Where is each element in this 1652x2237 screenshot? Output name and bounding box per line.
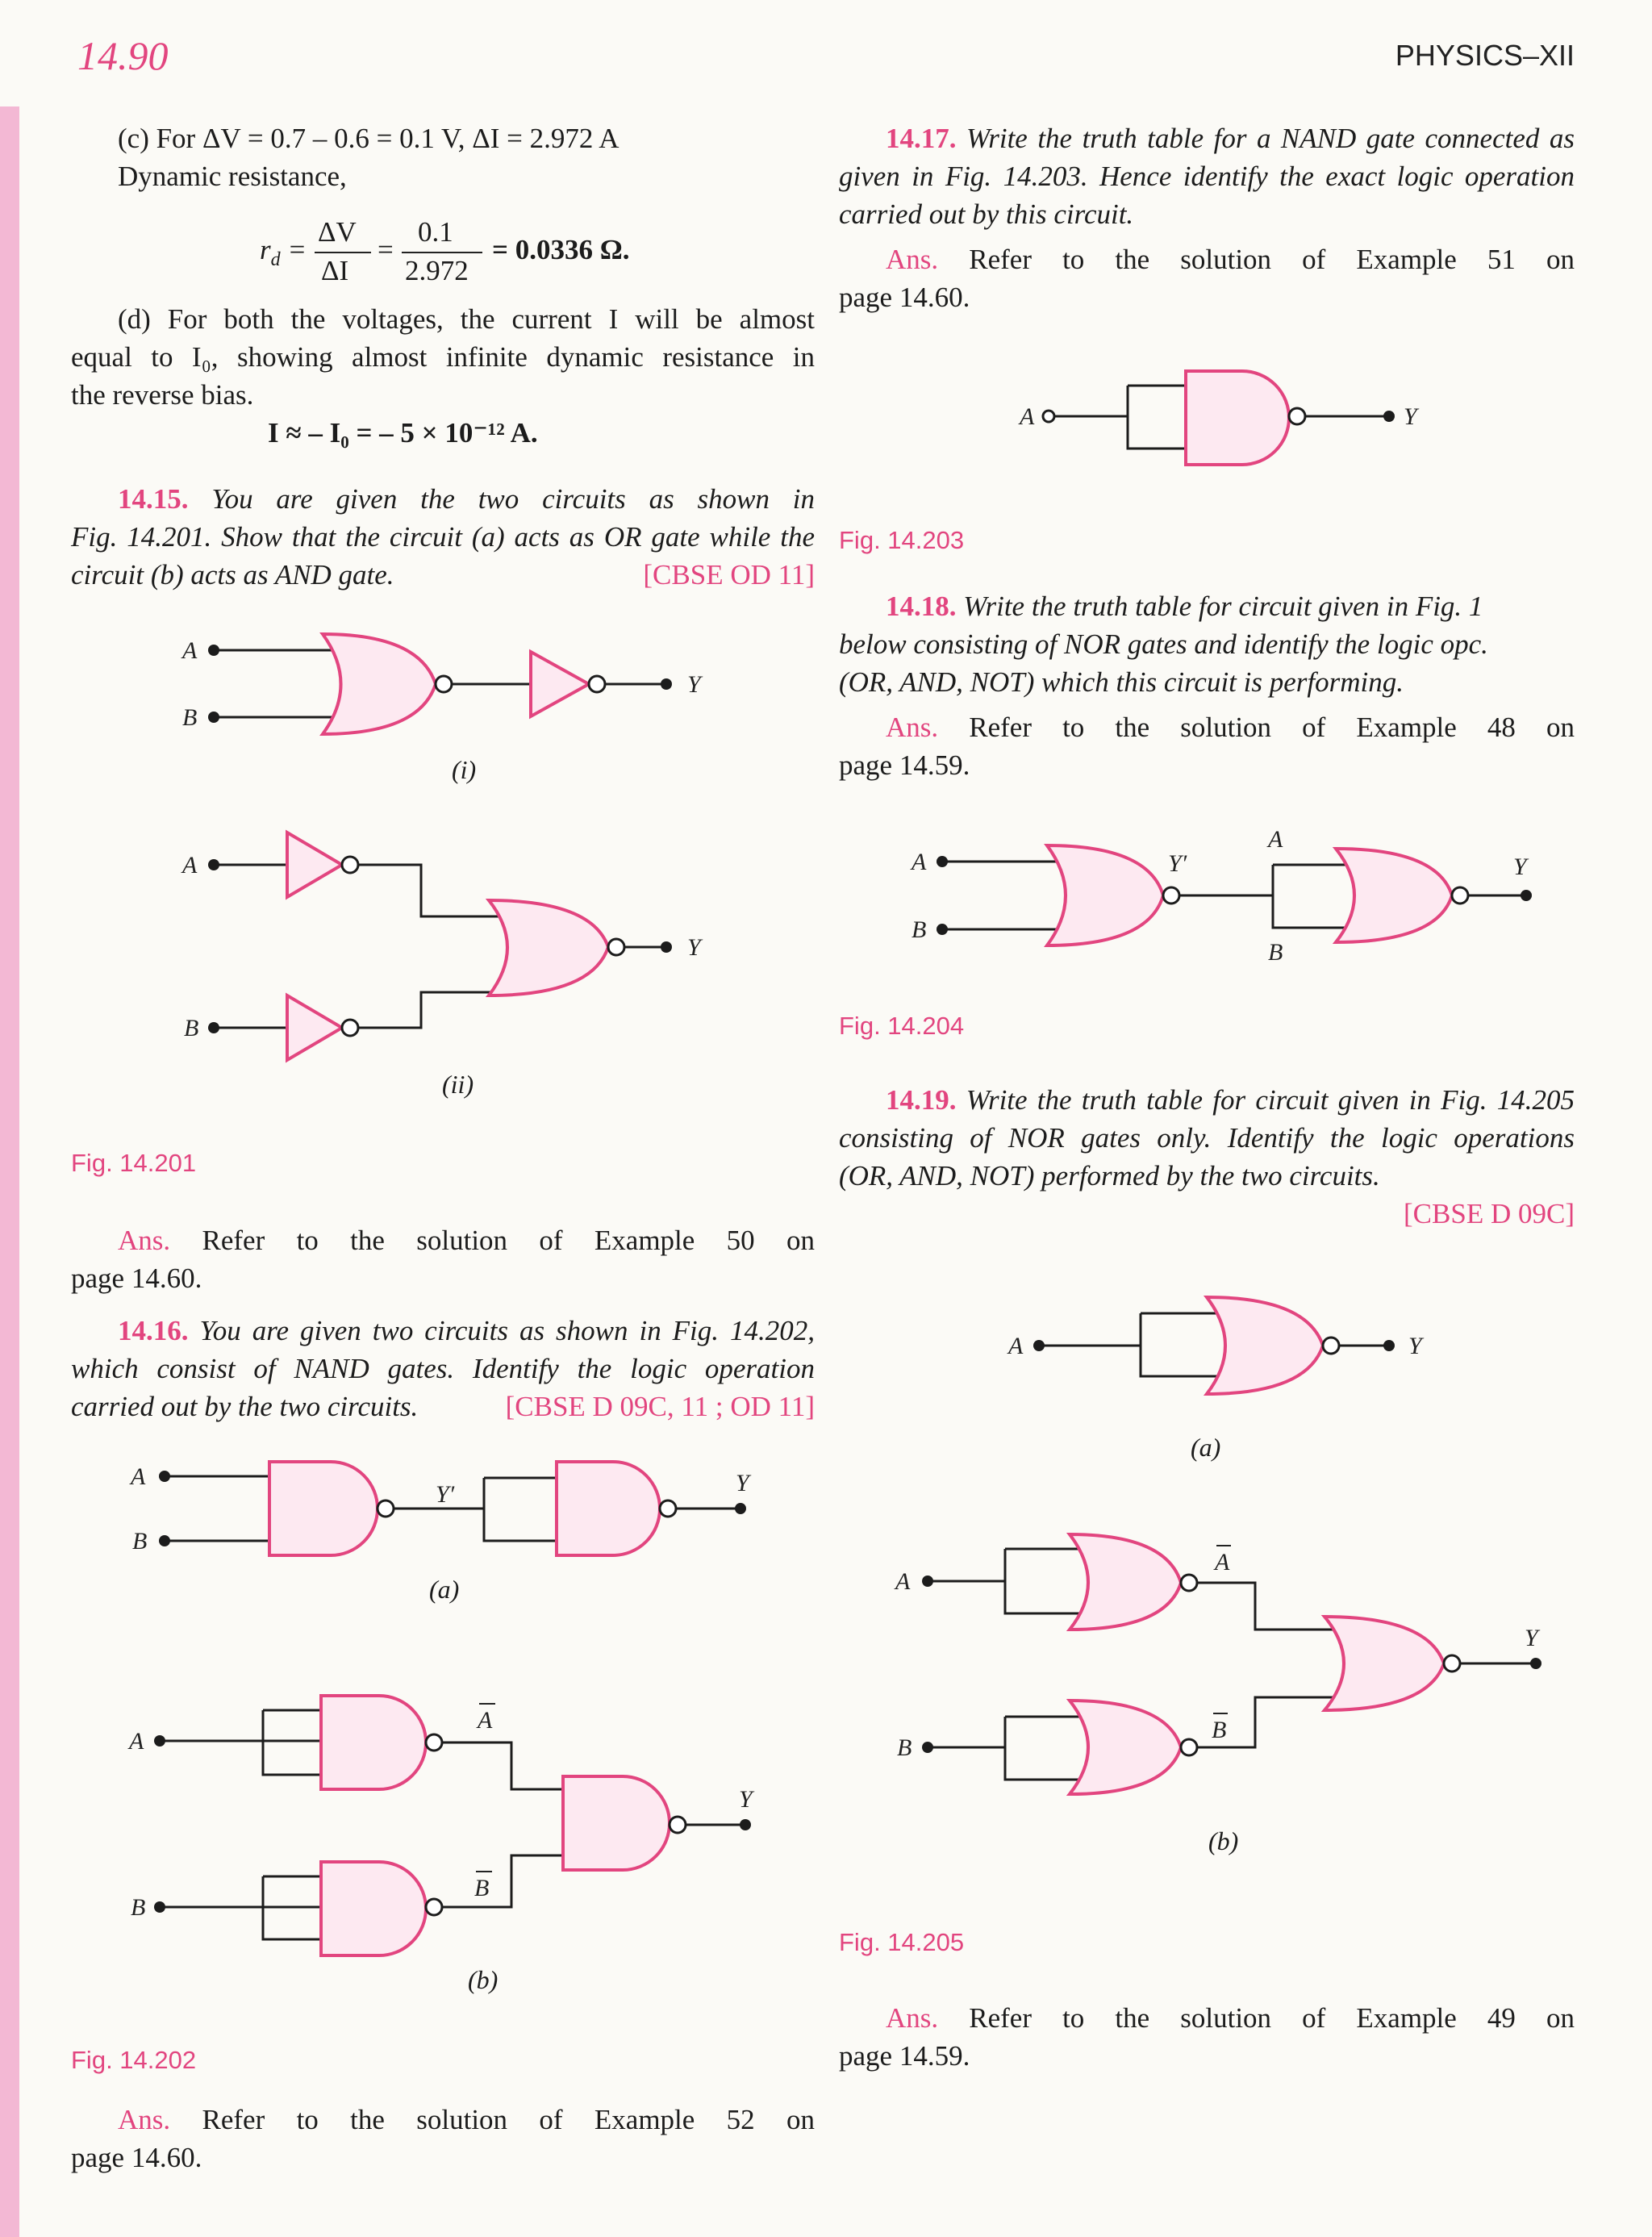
question-14-19 [839, 1081, 1575, 1233]
q15-line1: You are given the two circuits as shown in [211, 483, 815, 515]
q17-line1: Write the truth table for a NAND gate connected as [966, 123, 1575, 154]
label-Y: Y [687, 934, 701, 961]
label-A: A [131, 1463, 146, 1490]
nand-gate [563, 1776, 670, 1870]
q15-line2: Fig. 14.201. Show that the circuit (a) acts as OR gate while the [71, 521, 815, 553]
label-B: B [182, 704, 198, 731]
label-A: A [129, 1728, 144, 1755]
label-A: A [182, 852, 198, 879]
fig-202-label-a: (a) [429, 1575, 460, 1604]
q18-line2: below consisting of NOR gates and identify the logic opc. [839, 628, 1488, 660]
eq-lhs: r [260, 234, 271, 265]
q16-line2: which consist of NAND gates. Identify the logic operation [71, 1353, 815, 1384]
label-Y: Y [1513, 853, 1527, 880]
label-Bbar: B [1212, 1717, 1227, 1743]
label-Y: Y [736, 1470, 749, 1496]
answer-14-18 [839, 708, 1575, 784]
dynamic-resistance-label: Dynamic resistance, [118, 161, 347, 192]
label-A: A [1008, 1333, 1024, 1359]
fig-201-caption: Fig. 14.201 [71, 1149, 197, 1177]
q15-line3: circuit (b) acts as AND gate. [71, 559, 394, 591]
ans15-line1: Refer to the solution of Example 50 on [202, 1225, 816, 1256]
part-d [71, 300, 815, 452]
fig-202-label-b: (b) [468, 1965, 499, 1994]
eq-result: = 0.0336 Ω. [492, 234, 630, 265]
label-Bbar: B [474, 1875, 490, 1901]
nand-gate [321, 1696, 426, 1789]
running-head: PHYSICS–XII [1395, 39, 1575, 72]
label-Y: Y [1525, 1625, 1538, 1651]
fraction-bar-2 [402, 252, 482, 253]
page-number: 14.90 [77, 33, 169, 78]
fig-201-ii [181, 833, 703, 1060]
label-B: B [131, 1894, 146, 1921]
label-Abar: A [1215, 1549, 1230, 1575]
nand-gate [321, 1862, 426, 1955]
answer-14-16 [71, 2101, 815, 2176]
label-A: A [182, 637, 198, 664]
not-gate [531, 652, 589, 716]
nor-gate [1070, 1701, 1181, 1794]
label-A: A [895, 1568, 911, 1595]
q17-number: 14.17. [886, 123, 957, 154]
q16-line1: You are given two circuits as shown in Fig. 14.202, [199, 1315, 815, 1346]
q17-line3: carried out by this circuit. [839, 198, 1134, 230]
label-B: B [912, 916, 927, 943]
eq-equals: = [378, 234, 394, 265]
fig-205-caption: Fig. 14.205 [839, 1928, 965, 1956]
dynamic-resistance-equation: $r_d$ = ΔV ΔI = 0.1 2.972 = 0.0336 Ω. [260, 216, 630, 286]
fig-201-label-i: (i) [452, 755, 477, 784]
q15-cbse-ref: [CBSE OD 11] [643, 559, 815, 591]
fig-205-label-b: (b) [1208, 1826, 1239, 1855]
left-column [71, 119, 815, 195]
q16-line3: carried out by the two circuits. [71, 1391, 419, 1422]
ans19-line1: Refer to the solution of Example 49 on [969, 2002, 1575, 2034]
question-14-15 [71, 480, 815, 594]
ans16-label: Ans. [118, 2104, 171, 2135]
eq-den: 2.972 [405, 255, 469, 286]
eq-dv: ΔV [318, 216, 357, 248]
ans17-line1: Refer to the solution of Example 51 on [969, 244, 1575, 275]
nand-gate [269, 1462, 378, 1555]
ans18-label: Ans. [886, 712, 939, 743]
label-Yp: Y′ [436, 1481, 455, 1508]
fig-202-b [127, 1696, 755, 1955]
q19-cbse-ref: [CBSE D 09C] [1404, 1198, 1575, 1229]
label-A: A [1020, 403, 1035, 430]
eq-lhs-sub: d [270, 249, 281, 270]
part-c-line: (c) For ΔV = 0.7 – 0.6 = 0.1 V, ΔI = 2.972 A [118, 123, 620, 154]
eq-di: ΔI [321, 255, 349, 286]
ans16-line2: page 14.60. [71, 2142, 202, 2173]
ans17-line2: page 14.60. [839, 282, 970, 313]
page-margin-stripe [0, 106, 19, 2237]
fig-202-caption: Fig. 14.202 [71, 2046, 197, 2074]
nor-gate [1336, 849, 1452, 942]
fig-201-label-ii: (ii) [442, 1070, 474, 1099]
ans18-line2: page 14.59. [839, 749, 970, 781]
fig-201-i [181, 634, 703, 734]
nand-gate [557, 1462, 660, 1555]
fig-205-label-a: (a) [1191, 1433, 1221, 1462]
label-B: B [132, 1528, 148, 1555]
q19-number: 14.19. [886, 1084, 957, 1116]
label-Y: Y [1404, 403, 1417, 430]
fig-203 [1018, 371, 1420, 465]
nand-gate [1186, 371, 1289, 465]
question-14-18 [839, 587, 1575, 701]
question-14-16 [71, 1312, 815, 1425]
q19-line3: (OR, AND, NOT) performed by the two circuits. [839, 1160, 1380, 1192]
nor-gate [1047, 845, 1163, 945]
ans15-line2: page 14.60. [71, 1262, 202, 1294]
fig-205-a [1007, 1297, 1425, 1394]
ans15-label: Ans. [118, 1225, 171, 1256]
nor-gate [489, 900, 608, 995]
answer-14-19 [839, 1999, 1575, 2075]
label-Abar: A [478, 1707, 493, 1734]
fig-203-caption: Fig. 14.203 [839, 526, 965, 554]
label-Yp: Y′ [1168, 850, 1187, 877]
nor-gate [323, 634, 436, 734]
q19-line2: consisting of NOR gates only. Identify the logic operations [839, 1122, 1575, 1154]
ans18-line1: Refer to the solution of Example 48 on [969, 712, 1575, 743]
nor-gate [1207, 1297, 1323, 1394]
ans19-label: Ans. [886, 2002, 939, 2034]
part-d-line2: equal to I₀, showing almost infinite dynamic resistance in [71, 341, 815, 373]
ans16-line1: Refer to the solution of Example 52 on [202, 2104, 816, 2135]
fig-204-caption: Fig. 14.204 [839, 1012, 965, 1040]
q18-line3: (OR, AND, NOT) which this circuit is performing. [839, 666, 1404, 698]
fig-202-a [129, 1462, 752, 1555]
eq-num: 0.1 [418, 216, 453, 248]
q16-cbse-ref: [CBSE D 09C, 11 ; OD 11] [505, 1391, 815, 1422]
part-d-line1: (d) For both the voltages, the current I will be almost [118, 303, 815, 335]
answer-14-17 [839, 240, 1575, 316]
q17-line2: given in Fig. 14.203. Hence identify the exact logic operation [839, 161, 1575, 192]
label-A: A [912, 849, 927, 875]
nor-gate [1325, 1617, 1444, 1710]
ans17-label: Ans. [886, 244, 939, 275]
fraction-bar [315, 252, 371, 253]
nor-gate [1070, 1534, 1181, 1630]
label-B: B [897, 1734, 912, 1761]
label-B: B [1268, 939, 1283, 966]
q19-line1: Write the truth table for circuit given in Fig. 14.205 [966, 1084, 1575, 1116]
q18-number: 14.18. [886, 591, 957, 622]
q15-number: 14.15. [118, 483, 189, 515]
answer-14-15 [71, 1221, 815, 1297]
label-A: A [1268, 826, 1283, 853]
q16-number: 14.16. [118, 1315, 189, 1346]
ans19-line2: page 14.59. [839, 2040, 970, 2072]
reverse-current-equation: I ≈ – I₀ = – 5 × 10⁻¹² A. [268, 417, 538, 449]
fig-204 [910, 826, 1532, 966]
part-d-line3: the reverse bias. [71, 379, 254, 411]
label-Y: Y [687, 671, 701, 698]
label-Y: Y [739, 1786, 753, 1813]
fig-205-b [894, 1534, 1541, 1794]
label-B: B [184, 1015, 199, 1041]
question-14-17 [839, 119, 1575, 233]
q18-line1: Write the truth table for circuit given in Fig. 1 [963, 591, 1483, 622]
label-Y: Y [1408, 1333, 1422, 1359]
